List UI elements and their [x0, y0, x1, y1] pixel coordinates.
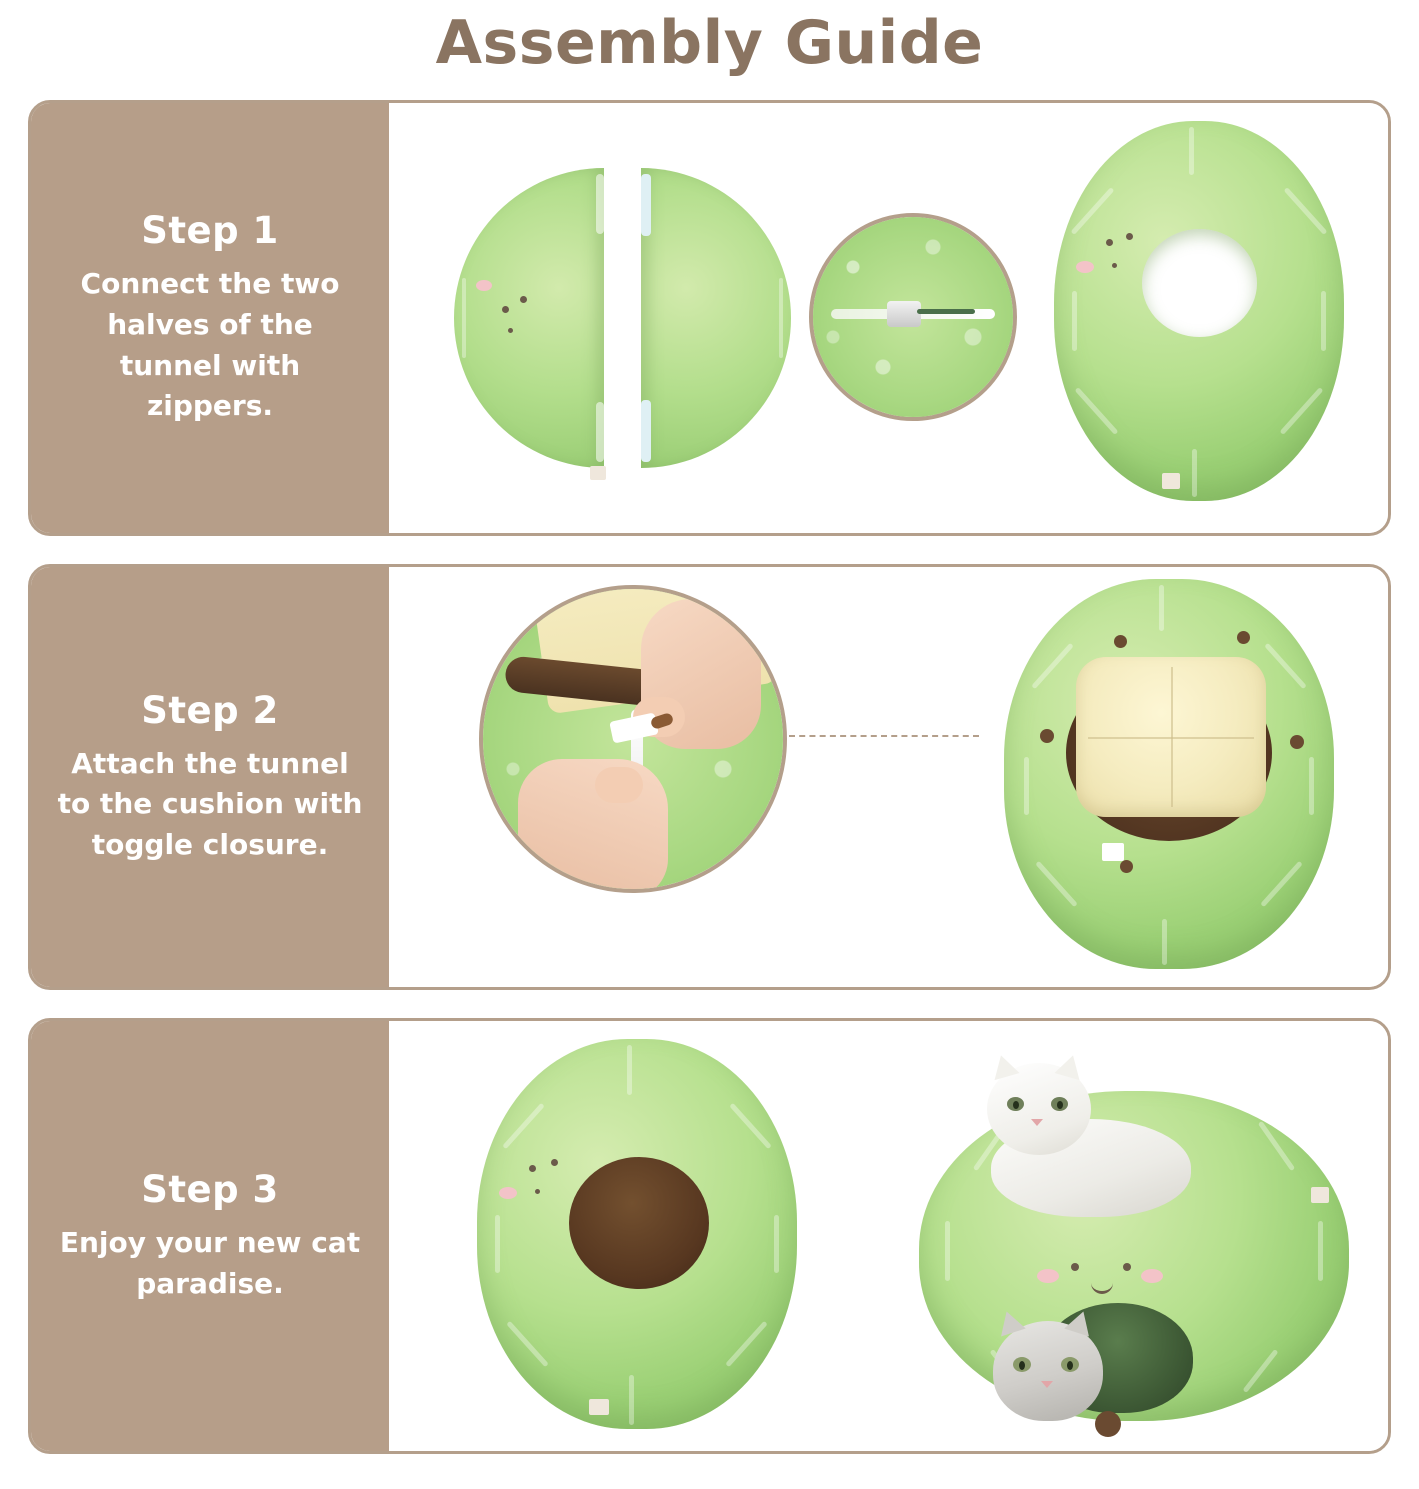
toggle-button[interactable]: [1114, 635, 1127, 648]
tunnel-hole: [1142, 229, 1257, 337]
tunnel-half-left: [454, 168, 604, 468]
eye-dot-2: [520, 296, 527, 303]
page-title: Assembly Guide: [435, 8, 984, 78]
finished-bed-top-view-image: [429, 1029, 849, 1439]
step-2-label-panel: [31, 567, 389, 987]
step-1-description: Connect the two halves of the tunnel with zippers.: [80, 267, 340, 423]
step-2-title: Step 2: [141, 688, 279, 732]
tunnel-assembled-ring-image: [1009, 103, 1369, 523]
brand-tag: [590, 466, 606, 480]
cats-using-bed-image: [879, 1021, 1389, 1446]
tunnel-two-halves-image: [399, 108, 819, 518]
assembly-guide-page: [0, 8, 1419, 1489]
tunnel-half-right: [641, 168, 791, 468]
dangling-toy[interactable]: [1095, 1411, 1121, 1437]
step-2-description: Attach the tunnel to the cushion with toggle closure.: [57, 746, 363, 861]
eye-dot-1: [502, 306, 509, 313]
brand-tag: [1162, 473, 1180, 489]
mouth-dot: [508, 328, 513, 333]
step-1-title: Step 1: [141, 209, 279, 253]
step-card-1: [28, 100, 1391, 536]
cushion: [1076, 657, 1266, 817]
step-card-2: [28, 564, 1391, 990]
zipper-closeup-image: [809, 213, 1017, 421]
toggle-button[interactable]: [1040, 729, 1054, 743]
toggle-closure-closeup-image: [479, 585, 787, 893]
step-1-label-panel: [31, 103, 389, 533]
step-3-label-panel: [31, 1021, 389, 1451]
brand-tag: [589, 1399, 609, 1415]
step-2-images: [389, 567, 1388, 987]
step-3-description: Enjoy your new cat paradise.: [59, 1225, 361, 1300]
step-3-title: Step 3: [141, 1167, 279, 1211]
toggle-button[interactable]: [1237, 631, 1250, 644]
brand-tag: [1311, 1187, 1329, 1203]
finished-bed: [477, 1039, 797, 1429]
tunnel-ring-with-cushion: [1004, 579, 1334, 969]
step-card-3: [28, 1018, 1391, 1454]
grey-cat-nose: [1041, 1381, 1053, 1388]
white-cat-nose: [1031, 1119, 1043, 1126]
fabric-tag: [1102, 843, 1124, 861]
toggle-button[interactable]: [1290, 735, 1304, 749]
step-1-images: [389, 103, 1388, 533]
cheek-right: [1076, 261, 1094, 273]
cheek-left: [476, 280, 492, 291]
tunnel-ring: [1054, 121, 1344, 501]
toggle-button[interactable]: [1120, 860, 1133, 873]
step-3-images: [389, 1021, 1388, 1451]
tunnel-with-cushion-image: [949, 567, 1379, 982]
cheek-left: [499, 1187, 517, 1199]
